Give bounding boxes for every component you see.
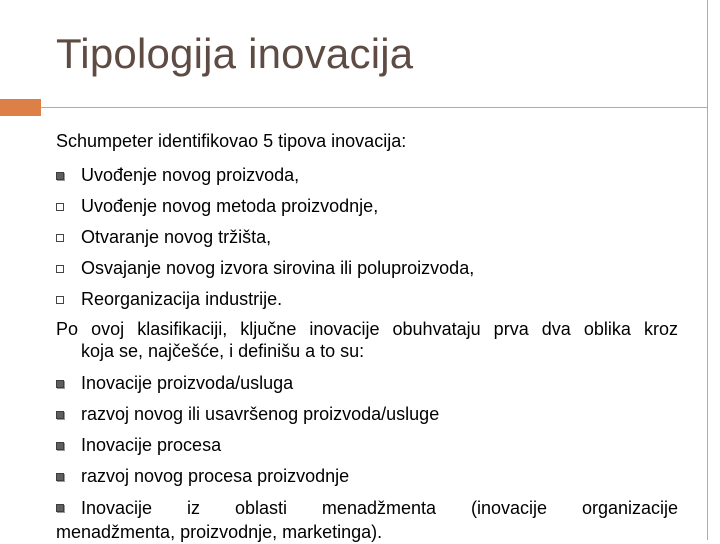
list-item-text-line-1: Inovacije iz oblasti menadžmenta (inovacije organizacije: [81, 498, 678, 518]
schumpeter-types-list: [56, 164, 474, 319]
square-bullet-icon: [56, 411, 64, 419]
square-bullet-icon: [56, 296, 64, 304]
right-rule: [707, 0, 708, 540]
list-item-text-line-2: menadžmenta, proizvodnje, marketinga).: [56, 522, 383, 542]
square-bullet-icon: [56, 504, 64, 512]
list-item: [56, 257, 474, 288]
square-bullet-icon: [56, 172, 64, 180]
list-item: [56, 372, 439, 403]
list-item: [56, 434, 439, 465]
list-item-text: Uvođenje novog metoda proizvodnje,: [81, 196, 379, 216]
title-divider: [41, 107, 707, 108]
management-innovation-item: [56, 496, 678, 544]
square-bullet-icon: [56, 265, 64, 273]
classification-paragraph: [56, 318, 678, 362]
list-item-text: Otvaranje novog tržišta,: [81, 227, 272, 247]
list-item-text: Osvajanje novog izvora sirovina ili poluproizvoda,: [81, 258, 475, 278]
square-bullet-icon: [56, 380, 64, 388]
paragraph-line-1: Po ovoj klasifikaciji, ključne inovacije obuhvataju prva dva oblika kroz: [56, 319, 678, 339]
list-item-text: Inovacije procesa: [81, 435, 222, 455]
slide-title: Tipologija inovacija: [56, 30, 414, 77]
intro-text: Schumpeter identifikovao 5 tipova inovacija:: [56, 131, 407, 151]
list-item-text: Reorganizacija industrije.: [81, 289, 283, 309]
list-item-text: Uvođenje novog proizvoda,: [81, 165, 300, 185]
list-item: [56, 288, 474, 319]
key-innovations-list: [56, 372, 439, 496]
square-bullet-icon: [56, 442, 64, 450]
accent-bar: [0, 99, 41, 116]
list-item: [56, 403, 439, 434]
list-item: [56, 226, 474, 257]
list-item-text: razvoj novog ili usavršenog proizvoda/usluge: [81, 404, 440, 424]
square-bullet-icon: [56, 473, 64, 481]
square-bullet-icon: [56, 203, 64, 211]
list-item-text: razvoj novog procesa proizvodnje: [81, 466, 350, 486]
paragraph-line-2: koja se, najčešće, i definišu a to su:: [81, 341, 365, 361]
square-bullet-icon: [56, 234, 64, 242]
list-item: [56, 164, 474, 195]
list-item-text: Inovacije proizvoda/usluga: [81, 373, 294, 393]
list-item: [56, 465, 439, 496]
list-item: [56, 195, 474, 226]
